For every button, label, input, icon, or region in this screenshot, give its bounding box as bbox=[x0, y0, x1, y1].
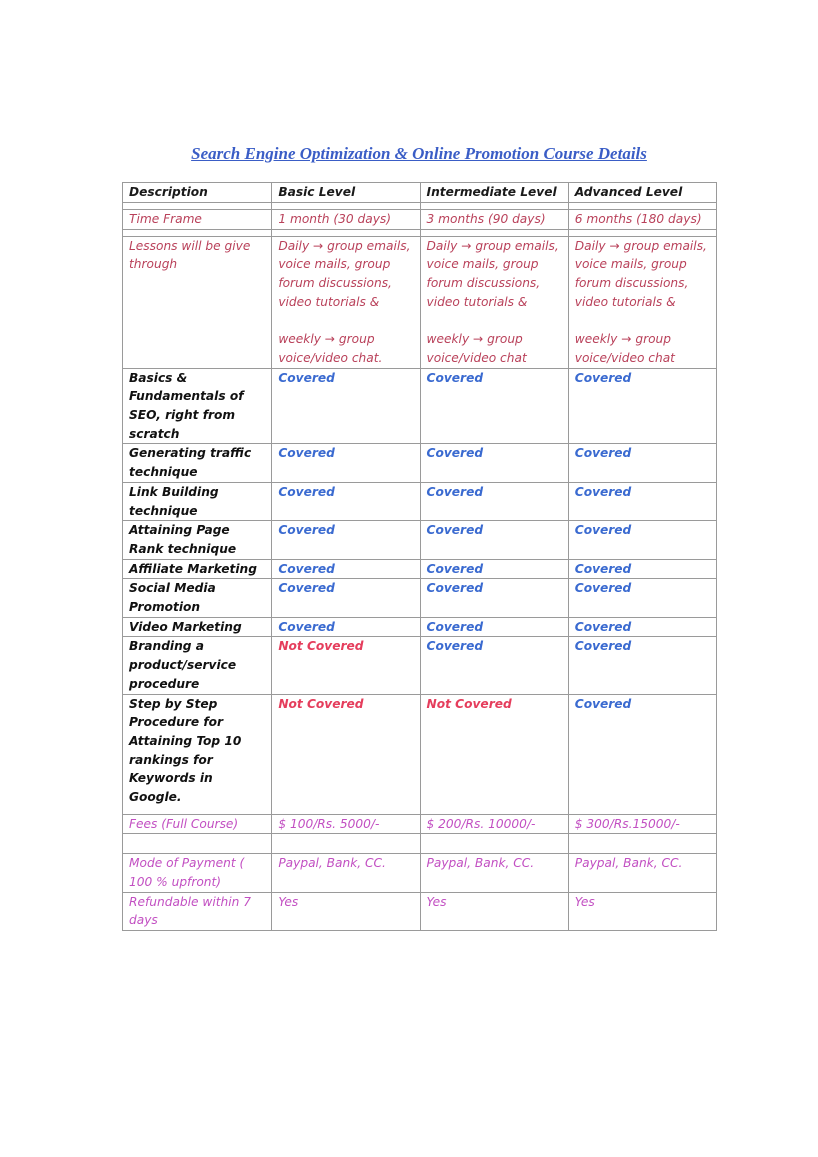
time-frame-basic: 1 month (30 days) bbox=[272, 210, 420, 230]
payment-row bbox=[123, 854, 717, 892]
feature-row bbox=[123, 559, 717, 579]
header-basic-level: Basic Level bbox=[272, 183, 420, 203]
feature-basic-status: Covered bbox=[272, 482, 420, 520]
feature-name: Video Marketing bbox=[123, 617, 272, 637]
spacer-row bbox=[123, 834, 717, 854]
feature-basic-status: Covered bbox=[272, 559, 420, 579]
payment-advanced: Paypal, Bank, CC. bbox=[568, 854, 716, 892]
feature-name: Step by Step Procedure for Attaining Top 10 rankings for Keywords in Google. bbox=[123, 694, 272, 814]
feature-name: Basics & Fundamentals of SEO, right from scratch bbox=[123, 368, 272, 444]
feature-advanced-status: Covered bbox=[568, 482, 716, 520]
feature-name: Social Media Promotion bbox=[123, 579, 272, 617]
time-frame-label: Time Frame bbox=[123, 210, 272, 230]
feature-intermediate-status: Not Covered bbox=[420, 694, 568, 814]
refundable-intermediate: Yes bbox=[420, 892, 568, 930]
feature-intermediate-status: Covered bbox=[420, 559, 568, 579]
header-row bbox=[123, 183, 717, 203]
lessons-row bbox=[123, 236, 717, 368]
fees-intermediate: $ 200/Rs. 10000/- bbox=[420, 814, 568, 834]
time-frame-row bbox=[123, 210, 717, 230]
feature-advanced-status: Covered bbox=[568, 694, 716, 814]
header-advanced-level: Advanced Level bbox=[568, 183, 716, 203]
fees-advanced: $ 300/Rs.15000/- bbox=[568, 814, 716, 834]
lessons-label: Lessons will be give through bbox=[123, 236, 272, 368]
feature-basic-status: Covered bbox=[272, 521, 420, 559]
document-title: Search Engine Optimization & Online Promotion Course Details bbox=[191, 144, 647, 163]
feature-basic-status: Not Covered bbox=[272, 694, 420, 814]
payment-label: Mode of Payment ( 100 % upfront) bbox=[123, 854, 272, 892]
feature-intermediate-status: Covered bbox=[420, 368, 568, 444]
feature-intermediate-status: Covered bbox=[420, 617, 568, 637]
refundable-label: Refundable within 7 days bbox=[123, 892, 272, 930]
feature-advanced-status: Covered bbox=[568, 559, 716, 579]
feature-name: Branding a product/service procedure bbox=[123, 637, 272, 694]
feature-basic-status: Covered bbox=[272, 617, 420, 637]
fees-label: Fees (Full Course) bbox=[123, 814, 272, 834]
feature-basic-status: Covered bbox=[272, 368, 420, 444]
time-frame-intermediate: 3 months (90 days) bbox=[420, 210, 568, 230]
fees-row bbox=[123, 814, 717, 834]
header-description: Description bbox=[123, 183, 272, 203]
lessons-advanced: Daily → group emails, voice mails, group forum discussions, video tutorials & weekly → group voice/video chat bbox=[568, 236, 716, 368]
feature-row bbox=[123, 637, 717, 694]
refundable-row bbox=[123, 892, 717, 930]
header-intermediate-level: Intermediate Level bbox=[420, 183, 568, 203]
feature-intermediate-status: Covered bbox=[420, 637, 568, 694]
feature-basic-status: Not Covered bbox=[272, 637, 420, 694]
lessons-intermediate: Daily → group emails, voice mails, group forum discussions, video tutorials & weekly → group voice/video chat bbox=[420, 236, 568, 368]
feature-name: Generating traffic technique bbox=[123, 444, 272, 482]
feature-row bbox=[123, 579, 717, 617]
feature-name: Link Building technique bbox=[123, 482, 272, 520]
payment-basic: Paypal, Bank, CC. bbox=[272, 854, 420, 892]
feature-row bbox=[123, 521, 717, 559]
refundable-basic: Yes bbox=[272, 892, 420, 930]
refundable-advanced: Yes bbox=[568, 892, 716, 930]
feature-advanced-status: Covered bbox=[568, 444, 716, 482]
feature-intermediate-status: Covered bbox=[420, 482, 568, 520]
feature-advanced-status: Covered bbox=[568, 368, 716, 444]
feature-advanced-status: Covered bbox=[568, 579, 716, 617]
spacer-row bbox=[123, 203, 717, 210]
feature-row bbox=[123, 482, 717, 520]
fees-basic: $ 100/Rs. 5000/- bbox=[272, 814, 420, 834]
feature-intermediate-status: Covered bbox=[420, 521, 568, 559]
feature-intermediate-status: Covered bbox=[420, 579, 568, 617]
feature-basic-status: Covered bbox=[272, 579, 420, 617]
feature-row bbox=[123, 694, 717, 814]
feature-advanced-status: Covered bbox=[568, 617, 716, 637]
course-details-table bbox=[122, 182, 717, 931]
feature-advanced-status: Covered bbox=[568, 637, 716, 694]
payment-intermediate: Paypal, Bank, CC. bbox=[420, 854, 568, 892]
lessons-basic: Daily → group emails, voice mails, group forum discussions, video tutorials & weekly → group voice/video chat. bbox=[272, 236, 420, 368]
feature-advanced-status: Covered bbox=[568, 521, 716, 559]
feature-name: Affiliate Marketing bbox=[123, 559, 272, 579]
feature-row bbox=[123, 444, 717, 482]
spacer-row bbox=[123, 229, 717, 236]
feature-name: Attaining Page Rank technique bbox=[123, 521, 272, 559]
time-frame-advanced: 6 months (180 days) bbox=[568, 210, 716, 230]
feature-row bbox=[123, 368, 717, 444]
feature-row bbox=[123, 617, 717, 637]
feature-basic-status: Covered bbox=[272, 444, 420, 482]
feature-intermediate-status: Covered bbox=[420, 444, 568, 482]
